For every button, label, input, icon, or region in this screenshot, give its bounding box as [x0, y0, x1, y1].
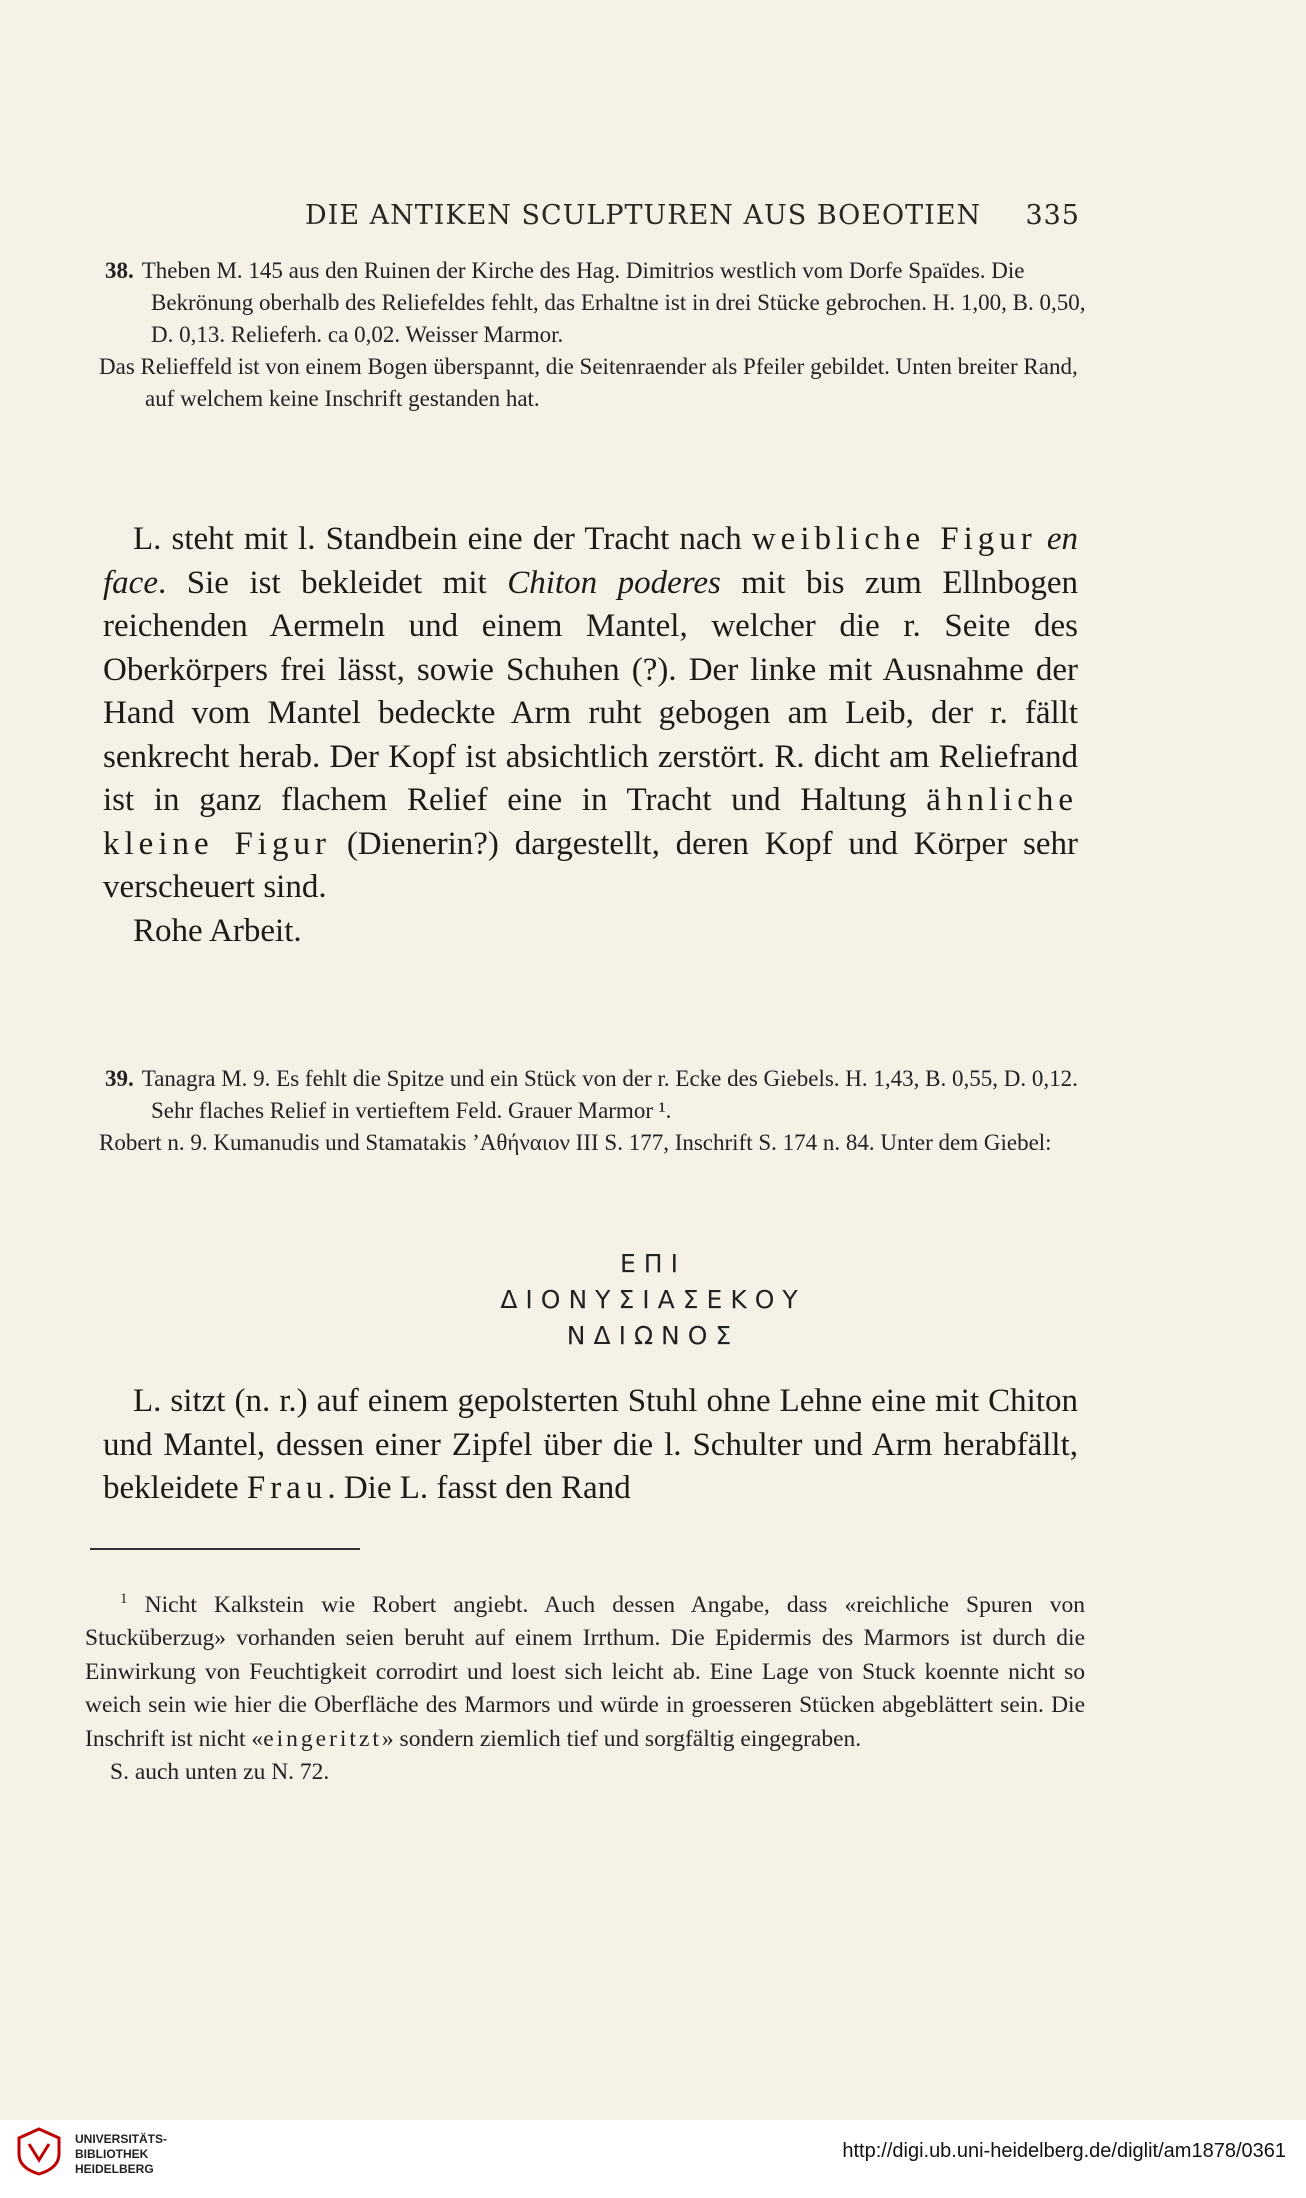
description-38: [103, 518, 1078, 953]
library-name: UNIVERSITÄTS- BIBLIOTHEK HEIDELBERG: [75, 2132, 168, 2176]
page-number: 335: [1025, 200, 1080, 231]
footnote-text: $^1$ Nicht Kalkstein wie Robert angiebt. Auch dessen Angabe, dass «reichliche Spuren von Stucküberzug» vorhanden seien beruht auf einem Irrthum. Die Epidermis des Marmors ist durch die Einwirkung von Feuchtigkeit corrodirt und loest sich leicht ab. Eine Lage von Stuck koennte nicht so weich sein wie hier die Oberfläche des Marmors und würde in groesseren Stücken abgeblättert sein. Die Inschrift ist nicht «eingeritzt» sondern ziemlich tief und sorgfältig eingegraben.: [85, 1591, 1085, 1752]
footnote-rule: [90, 1548, 360, 1550]
inscription-line: ΕΠΙ: [620, 1249, 686, 1278]
description-paragraph: L. sitzt (n. r.) auf einem gepolsterten Stuhl ohne Lehne eine mit Chiton und Mantel, dessen einer Zipfel über die l. Schulter und Arm herabfällt, bekleidete Frau. Die L. fasst den Rand: [103, 1383, 1078, 1506]
entry-39-notes: Robert n. 9. Kumanudis und Stamatakis ’Αθήναιον III S. 177, Inschrift S. 174 n. 84. Unter dem Giebel:: [99, 1130, 1052, 1155]
footnote: [85, 1583, 1085, 1790]
digitization-footer: [0, 2120, 1306, 2198]
greek-inscription: [0, 1246, 1306, 1354]
description-paragraph-2: Rohe Arbeit.: [133, 912, 302, 949]
header-title: DIE ANTIKEN SCULPTUREN AUS BOEOTIEN: [305, 200, 982, 231]
entry-number: 38.: [105, 258, 134, 283]
running-header: [305, 200, 1080, 231]
inscription-line: ΔΙΟΝΥΣΙΑΣΕΚΟΥ: [500, 1285, 806, 1314]
catalog-entry-39: [99, 1063, 1095, 1159]
description-39: [103, 1380, 1078, 1511]
entry-38-notes: Das Relieffeld ist von einem Bogen überspannt, die Seitenraender als Pfeiler gebildet. Unten breiter Rand, auf welchem keine Inschrift gestanden hat.: [99, 354, 1078, 411]
source-url[interactable]: http://digi.ub.uni-heidelberg.de/diglit/am1878/0361: [842, 2140, 1286, 2162]
inscription-line: ΝΔΙΩΝΟΣ: [566, 1321, 740, 1350]
entry-38-details: 38. Theben M. 145 aus den Ruinen der Kirche des Hag. Dimitrios westlich vom Dorfe Spaïdes. Die Bekrönung oberhalb des Reliefeldes fehlt, das Erhaltne ist in drei Stücke gebrochen. H. 1,00, B. 0,50, D. 0,13. Relieferh. ca 0,02. Weisser Marmor.: [105, 258, 1086, 347]
catalog-entry-38: [99, 255, 1095, 415]
entry-number: 39.: [105, 1066, 134, 1091]
description-paragraph: L. steht mit l. Standbein eine der Tracht nach weibliche Figur en face. Sie ist bekleidet mit Chiton poderes mit bis zum Ellnbogen reichenden Aermeln und einem Mantel, welcher die r. Seite des Oberkörpers frei lässt, sowie Schuhen (?). Der linke mit Ausnahme der Hand vom Mantel bedeckte Arm ruht gebogen am Leib, der r. fällt senkrecht herab. Der Kopf ist absichtlich zerstört. R. dicht am Reliefrand ist in ganz flachem Relief eine in Tracht und Haltung ähnliche kleine Figur (Dienerin?) dargestellt, deren Kopf und Körper sehr verscheuert sind.: [103, 521, 1079, 905]
footnote-mark: 1: [120, 1591, 128, 1607]
entry-39-details: 39. Tanagra M. 9. Es fehlt die Spitze und ein Stück von der r. Ecke des Giebels. H. 1,43, B. 0,55, D. 0,12. Sehr flaches Relief in vertieftem Feld. Grauer Marmor ¹.: [105, 1066, 1078, 1123]
footnote-see-also: S. auch unten zu N. 72.: [110, 1759, 330, 1786]
university-seal-icon: [14, 2126, 64, 2176]
